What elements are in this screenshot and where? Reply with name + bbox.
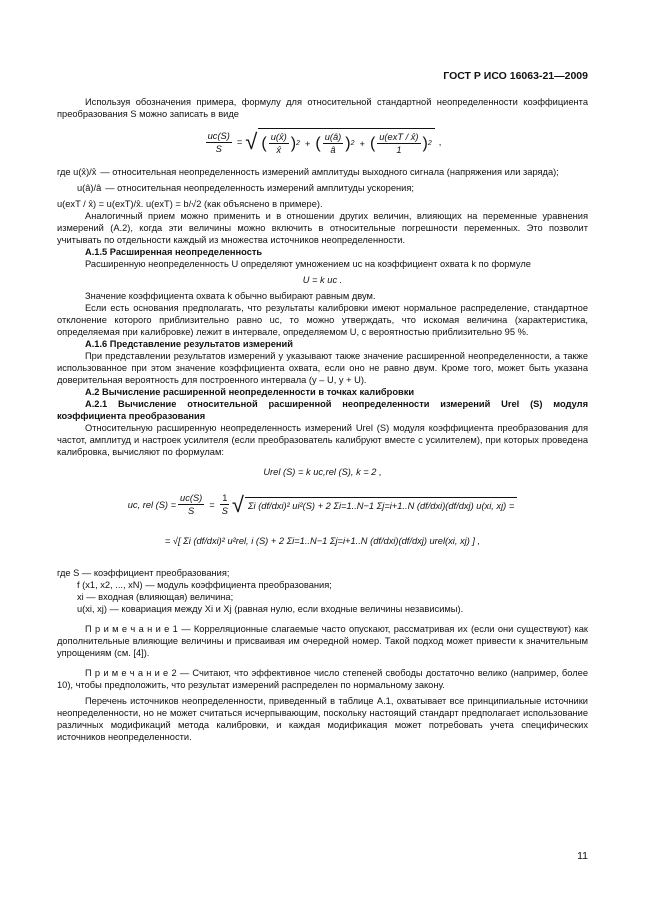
eq1-radicand: ( $\frac{u(x̂)}{x̂}$ ) 2 + ( $\frac{u(â)}{â}$ ) 2 + ( $\frac{\text{u(exT / x̂)}}{1}$ ) 2 [258,128,434,156]
eq1-term1-denominator: x̂ [276,145,282,155]
eq1-lhs [206,130,232,155]
eq4-mid [178,492,204,517]
where-item-3: u(exT / x̂) = u(exT)/x̂. u(exT) = b/√2 (как объяснено в примере). [57,199,323,209]
page-number: 11 [577,850,588,862]
eq1-term1-numerator: u(x̂) [270,132,287,142]
definitions-list [57,567,588,615]
eq4-mid-numerator: uc(S) [180,493,203,503]
note-1: П р и м е ч а н и е 1 — Корреляционные слагаемые часто опускают, рассматривая их (если они существуют) как дополнительные влияющие величины и присваивая им очередной номер. Такой подход может привести к значительным упрощениям (см. [4]). [57,624,588,658]
sqrt-icon: √ [245,129,258,154]
eq4-radicand: Σi (df/dxi)² ui²(S) + 2 Σi=1..N−1 Σj=i+1..N (df/dxi)(df/dxj) u(xi, xj) = [245,497,517,512]
eq4-lhs: uc, rel (S) = [127,499,177,510]
definition-s: где S — коэффициент преобразования; [57,568,230,578]
where-label-1: где u(x̂)/x̂ [57,167,97,177]
equation-uc-rel-continued: = √[ Σi (df/dxi)² u²rel, i (S) + 2 Σi=1..N−1 Σj=i+1..N (df/dxi)(df/dxj) urel(xi, xj) ] , [164,536,481,546]
paragraph-normal-distribution: Если есть основания предполагать, что результаты калибровки имеют нормальное распределение, стандартное отклонение которого приблизительно равно uc, то можно утверждать, что искомая величина (характеристика, определяемая при калибровке) лежит в интервале, определяемом U, с вероятностью приблизительно 95 %. [57,303,588,337]
document-body [57,96,588,743]
eq4-one-over-s: $\frac{1}{S}$ [221,493,228,516]
paragraph-analogous: Аналогичный прием можно применить и в отношении других величин, влияющих на переменные уравнения измерений (А.2), когда эти величины можно включить в относительные погрешности переменных. Это позволит учитывать по отдельности каждый из множества источников неопределенности. [57,211,588,245]
heading-a15: А.1.5 Расширенная неопределенность [85,247,263,257]
eq1-lhs-denominator: S [215,143,222,154]
paragraph-presentation: При представлении результатов измерений у указывают также значение расширенной неопределенности, а также использованное при этом значение коэффициента охвата, если оно не равно двум. Кроме того, может быть указана доверительная вероятность для построенного интервала (y – U, y + U). [57,351,588,385]
eq1-term2-numerator: u(â) [324,132,342,142]
where-item-output-amplitude [57,166,588,178]
equation-relative-uncertainty: $\frac{uc(S)}{S}$ = √ ( $\frac{u(x̂)}{x̂}$ ) 2 + ( $\frac{u(â)}{â}$ ) 2 + ( $\frac{\text{u(exT / x̂)}}{1}$ ) 2 , [207,129,442,155]
heading-a2: А.2 Вычисление расширенной неопределенности в точках калибровки [85,387,415,397]
eq1-term2-denominator: â [330,145,336,155]
heading-a21: А.2.1 Вычисление относительной расширенной неопределенности измерений Urel (S) модуля коэффициента преобразования [57,399,588,421]
eq1-term1 [269,131,289,156]
eq1-term2 [323,131,344,156]
note-2: П р и м е ч а н и е 2 — Считают, что эффективное число степеней свободы достаточно велико (например, более 10), чтобы предположить, что результат измерений распределен по нормальному закону. [57,668,588,690]
heading-a16: А.1.6 Представление результатов измерений [85,339,293,349]
definition-covariance: u(xi, xj) — ковариация между Xi и Xj (равная нулю, если входные величины независимы). [77,604,464,614]
where-item-acceleration [57,182,588,194]
eq1-term3-numerator: u(exT / x̂) [379,132,419,142]
paragraph-source-list: Перечень источников неопределенности, приведенный в таблице А.1, охватывает все принципиальные источники неопределенности, но не может считаться исчерпывающим, поскольку настоящий стандарт предполагает использование различных модификаций метода калибровки, и каждая модификация может потребовать учета специфических источников неопределенности. [57,696,588,742]
paragraph-expanded: Расширенную неопределенность U определяют умножением uc на коэффициент охвата k по формуле [85,259,531,269]
equation-expanded: U = k uc . [302,275,343,285]
paragraph-coverage-factor: Значение коэффициента охвата k обычно выбирают равным двум. [85,291,376,301]
eq4-mid-denominator: S [188,506,195,516]
where-label-2: u(â)/â [77,183,102,193]
equation-urel: Urel (S) = k uc,rel (S), k = 2 , [263,467,382,477]
where-text-1: — относительная неопределенность измерений амплитуды выходного сигнала (напряжения или заряда); [100,167,559,177]
definition-f: f (x1, x2, ..., xN) — модуль коэффициента преобразования; [77,580,332,590]
sqrt-icon: √ [231,491,244,517]
eq1-term3 [377,131,420,156]
paragraph-relative-expanded: Относительную расширенную неопределенность измерений Urel (S) модуля коэффициента преобразования для частот, амплитуд и настроек усилителя (если преобразователь калибруют вместе с усилителем), при которых проведена калибровка, вычисляют по формулам: [57,423,588,457]
where-text-2: — относительная неопределенность измерений амплитуды ускорения; [105,183,414,193]
equation-uc-rel: uc, rel (S) = $\frac{uc(S)}{S}$ = $\frac{1}{S}$ √ Σi (df/dxi)² ui²(S) + 2 Σi=1..N−1 Σj=i+1..N (df/dxi)(df/dxj) u(xi, xj) = [57,492,588,517]
definition-xi: xi — входная (влияющая) величина; [77,592,234,602]
paragraph-intro: Используя обозначения примера, формулу для относительной стандартной неопределенности коэффициента преобразования S можно записать в виде [57,97,588,119]
eq1-term3-denominator: 1 [396,145,402,155]
eq1-lhs-numerator: uc(S) [207,130,230,141]
document-header: ГОСТ Р ИСО 16063-21—2009 [443,70,588,82]
